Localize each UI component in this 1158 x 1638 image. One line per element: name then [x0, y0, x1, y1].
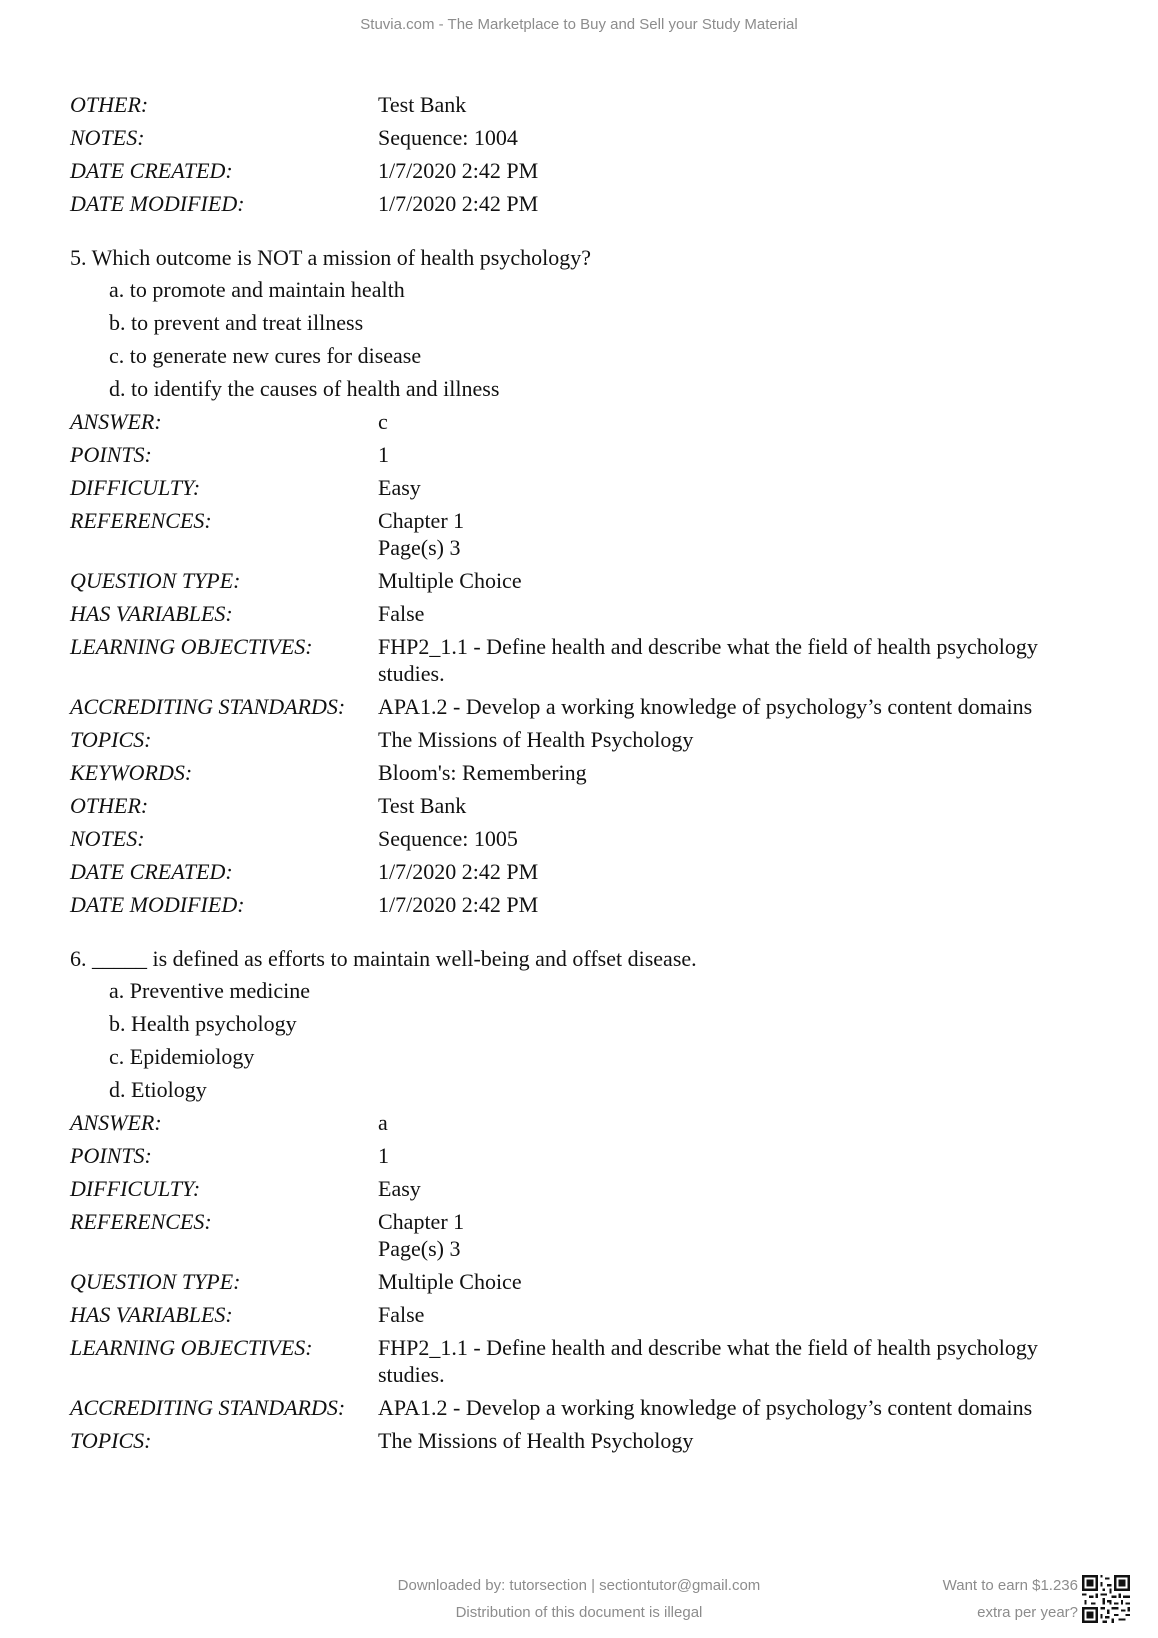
earn-text-line-1[interactable]: Want to earn $1.236	[942, 1577, 1078, 1594]
meta-value: 1	[378, 442, 389, 467]
option-c: c. to generate new cures for disease	[109, 343, 422, 368]
meta-label: HAS VARIABLES:	[70, 1302, 233, 1327]
meta-value: c	[378, 409, 388, 434]
learning-objective-line: FHP2_1.1 - Define health and describe what the field of health psychology	[378, 1335, 1038, 1360]
meta-row-topics	[70, 723, 1100, 756]
meta-row-references	[70, 504, 1100, 564]
reference-chapter: Chapter 1	[378, 1209, 465, 1234]
meta-row-date-modified	[70, 187, 1100, 220]
option-b: b. to prevent and treat illness	[109, 310, 364, 335]
reference-chapter: Chapter 1	[378, 508, 465, 533]
meta-value: False	[378, 1302, 425, 1327]
meta-row-difficulty	[70, 471, 1100, 504]
meta-row-date-modified	[70, 888, 1100, 921]
q4-metadata	[70, 88, 1100, 220]
earn-text-line-2[interactable]: extra per year?	[977, 1604, 1078, 1621]
meta-row-other	[70, 789, 1100, 822]
meta-label: DIFFICULTY:	[70, 1176, 201, 1201]
meta-label: DATE MODIFIED:	[70, 191, 245, 216]
meta-label: POINTS:	[70, 442, 152, 467]
meta-label: DATE MODIFIED:	[70, 892, 245, 917]
qr-code-icon[interactable]	[1082, 1575, 1130, 1623]
option-c: c. Epidemiology	[109, 1044, 255, 1069]
meta-label: DIFFICULTY:	[70, 475, 201, 500]
meta-row-learning-objectives	[70, 1331, 1100, 1391]
meta-row-topics	[70, 1424, 1100, 1457]
learning-objective-line: studies.	[378, 1362, 445, 1387]
meta-value: Multiple Choice	[378, 568, 522, 593]
meta-label: HAS VARIABLES:	[70, 601, 233, 626]
footer-earn-promo[interactable]	[943, 1572, 1078, 1626]
meta-row-answer	[70, 405, 1100, 438]
question-5	[70, 242, 1100, 921]
meta-value: 1/7/2020 2:42 PM	[378, 191, 539, 216]
meta-value: APA1.2 - Develop a working knowledge of psychology’s content domains	[378, 694, 1033, 719]
meta-value: False	[378, 601, 425, 626]
meta-row-learning-objectives	[70, 630, 1100, 690]
meta-label: KEYWORDS:	[70, 760, 193, 785]
meta-label: TOPICS:	[70, 727, 152, 752]
meta-value: 1	[378, 1143, 389, 1168]
meta-row-question-type	[70, 564, 1100, 597]
meta-value	[378, 1208, 1100, 1262]
meta-value: Multiple Choice	[378, 1269, 522, 1294]
meta-label: ANSWER:	[70, 1110, 162, 1135]
meta-row-answer	[70, 1106, 1100, 1139]
option-d: d. Etiology	[109, 1077, 207, 1102]
meta-label: LEARNING OBJECTIVES:	[70, 634, 313, 659]
meta-row-accrediting-standards	[70, 690, 1100, 723]
reference-pages: Page(s) 3	[378, 535, 461, 560]
meta-value: Sequence: 1004	[378, 125, 518, 150]
meta-label: TOPICS:	[70, 1428, 152, 1453]
meta-value: APA1.2 - Develop a working knowledge of psychology’s content domains	[378, 1395, 1033, 1420]
meta-row-references	[70, 1205, 1100, 1265]
meta-label: REFERENCES:	[70, 508, 212, 533]
question-text: 6. _____ is defined as efforts to maintain well-being and offset disease.	[70, 946, 697, 971]
meta-row-accrediting-standards	[70, 1391, 1100, 1424]
meta-row-keywords	[70, 756, 1100, 789]
document-content	[70, 88, 1100, 1457]
meta-label: QUESTION TYPE:	[70, 568, 241, 593]
meta-label: ACCREDITING STANDARDS:	[70, 1395, 346, 1420]
learning-objective-line: studies.	[378, 661, 445, 686]
meta-value: Easy	[378, 475, 421, 500]
meta-value: Test Bank	[378, 793, 467, 818]
meta-label: NOTES:	[70, 125, 145, 150]
meta-row-has-variables	[70, 597, 1100, 630]
meta-value: Test Bank	[378, 92, 467, 117]
meta-label: REFERENCES:	[70, 1209, 212, 1234]
meta-value	[378, 1334, 1100, 1388]
question-6	[70, 943, 1100, 1457]
meta-label: DATE CREATED:	[70, 158, 233, 183]
page-header: Stuvia.com - The Marketplace to Buy and Sell your Study Material	[360, 16, 798, 33]
meta-value: The Missions of Health Psychology	[378, 1428, 694, 1453]
meta-row-date-created	[70, 855, 1100, 888]
meta-label: DATE CREATED:	[70, 859, 233, 884]
meta-row-other	[70, 88, 1100, 121]
option-a: a. to promote and maintain health	[109, 277, 405, 302]
meta-row-points	[70, 438, 1100, 471]
option-d: d. to identify the causes of health and illness	[109, 376, 500, 401]
meta-row-difficulty	[70, 1172, 1100, 1205]
meta-value: Bloom's: Remembering	[378, 760, 587, 785]
distribution-notice: Distribution of this document is illegal	[455, 1604, 703, 1621]
meta-label: LEARNING OBJECTIVES:	[70, 1335, 313, 1360]
learning-objective-line: FHP2_1.1 - Define health and describe what the field of health psychology	[378, 634, 1038, 659]
meta-value: The Missions of Health Psychology	[378, 727, 694, 752]
meta-value	[378, 633, 1100, 687]
meta-label: ACCREDITING STANDARDS:	[70, 694, 346, 719]
meta-label: QUESTION TYPE:	[70, 1269, 241, 1294]
meta-row-question-type	[70, 1265, 1100, 1298]
meta-value: 1/7/2020 2:42 PM	[378, 859, 539, 884]
meta-value: 1/7/2020 2:42 PM	[378, 892, 539, 917]
meta-label: OTHER:	[70, 793, 149, 818]
meta-value: 1/7/2020 2:42 PM	[378, 158, 539, 183]
meta-row-has-variables	[70, 1298, 1100, 1331]
meta-label: POINTS:	[70, 1143, 152, 1168]
meta-label: ANSWER:	[70, 409, 162, 434]
meta-value: Sequence: 1005	[378, 826, 518, 851]
downloaded-by-text: Downloaded by: tutorsection | sectiontutor@gmail.com	[397, 1577, 761, 1594]
meta-label: NOTES:	[70, 826, 145, 851]
meta-row-points	[70, 1139, 1100, 1172]
meta-row-notes	[70, 822, 1100, 855]
meta-value: a	[378, 1110, 388, 1135]
reference-pages: Page(s) 3	[378, 1236, 461, 1261]
option-a: a. Preventive medicine	[109, 978, 310, 1003]
meta-row-notes	[70, 121, 1100, 154]
meta-row-date-created	[70, 154, 1100, 187]
meta-value: Easy	[378, 1176, 421, 1201]
meta-label: OTHER:	[70, 92, 149, 117]
option-b: b. Health psychology	[109, 1011, 297, 1036]
question-text: 5. Which outcome is NOT a mission of health psychology?	[70, 245, 591, 270]
meta-value	[378, 507, 1100, 561]
